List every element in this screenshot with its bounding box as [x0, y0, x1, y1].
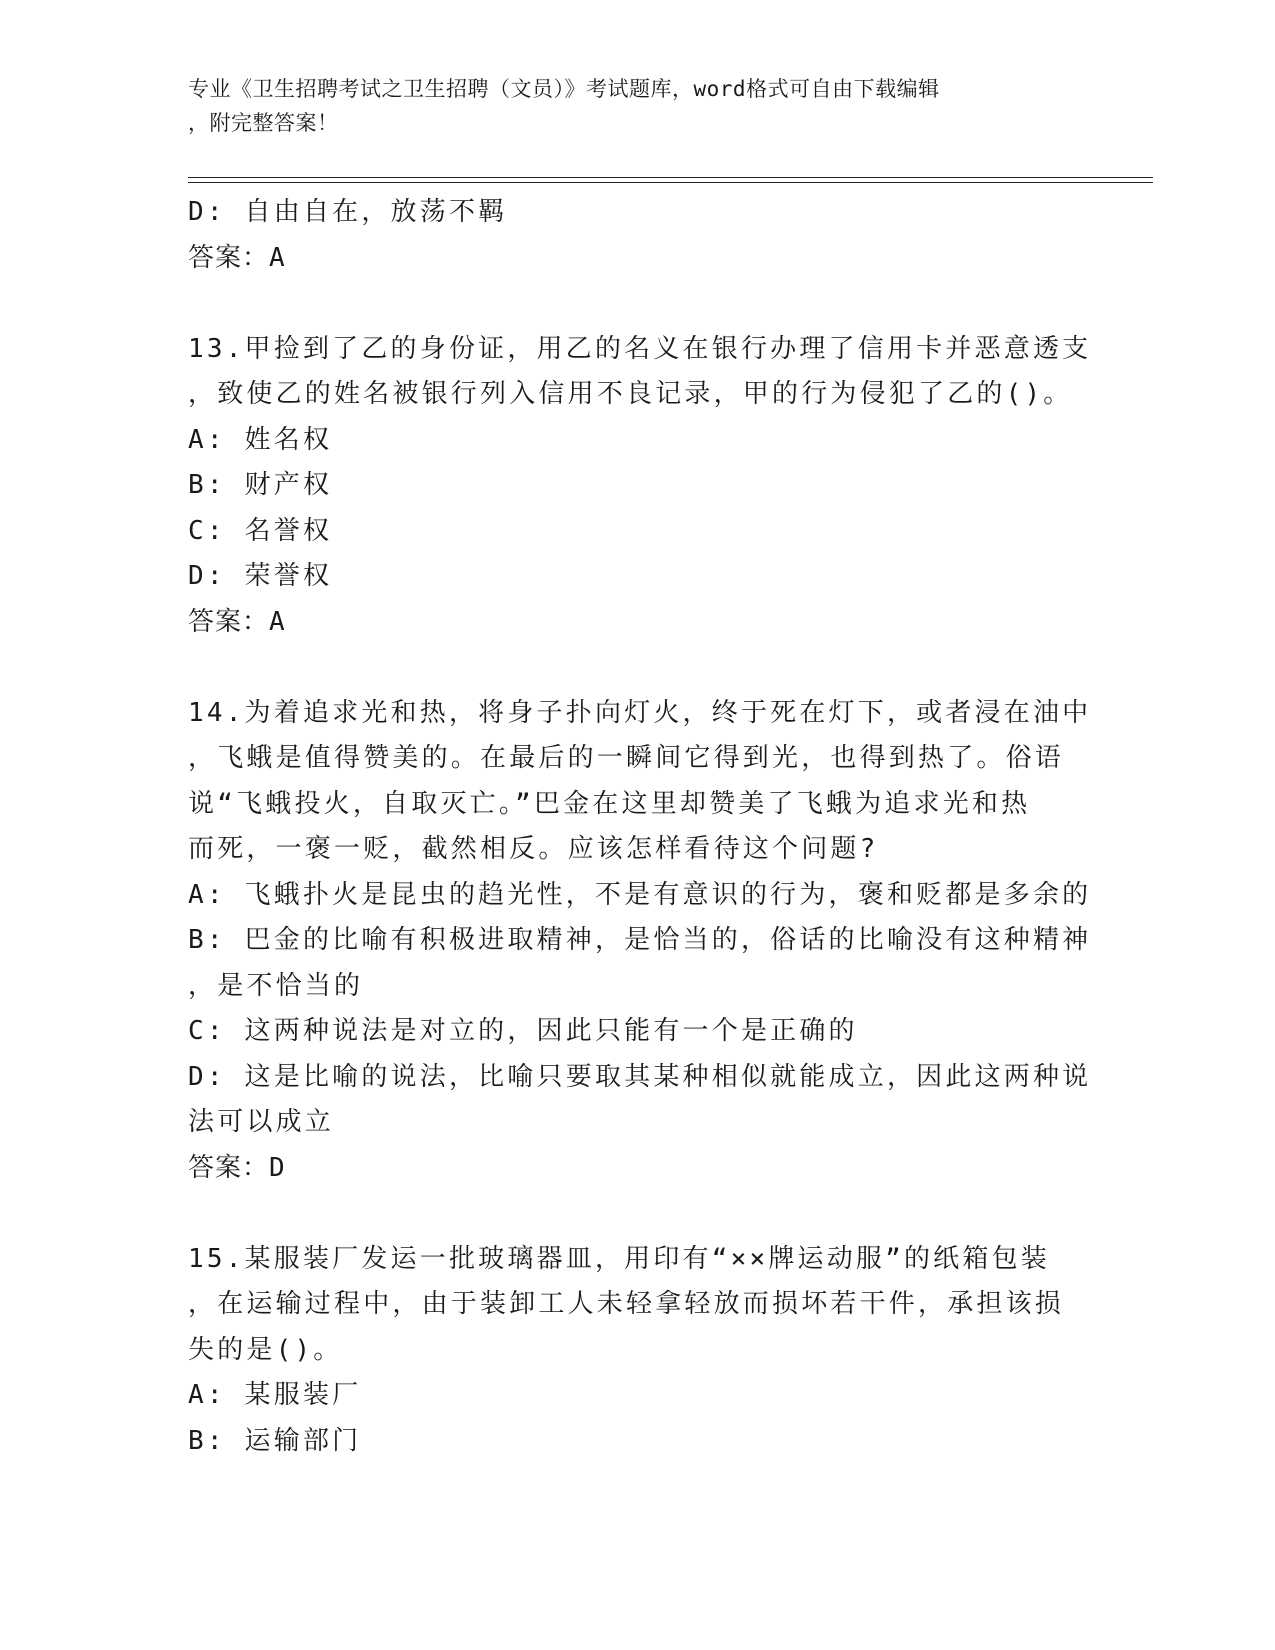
answer-q13: 答案：A — [188, 606, 286, 637]
option-b-continuation: ，是不恰当的 — [188, 970, 364, 1001]
option-a: A: 姓名权 — [188, 424, 333, 455]
option-a: A: 飞蛾扑火是昆虫的趋光性，不是有意识的行为，褒和贬都是多余的 — [188, 879, 1092, 910]
option-d-q12: D: 自由自在，放荡不羁 — [188, 197, 508, 227]
question-13 — [188, 327, 1092, 646]
question-stem-line: 15.某服装厂发运一批玻璃器皿，用印有“××牌运动服”的纸箱包装 — [188, 1243, 1050, 1274]
option-b: B: 财产权 — [188, 470, 333, 500]
question-stem-line: 失的是()。 — [188, 1334, 343, 1365]
question-content — [188, 190, 1092, 1464]
question-stem-line: ，在运输过程中，由于装卸工人未轻拿轻放而损坏若干件，承担该损 — [188, 1289, 1065, 1319]
question-stem-line: ，致使乙的姓名被银行列入信用不良记录，甲的行为侵犯了乙的()。 — [188, 379, 1073, 409]
question-15 — [188, 1237, 1088, 1465]
header-rule-top — [188, 177, 1153, 178]
question-stem-line: 13.甲捡到了乙的身份证，用乙的名义在银行办理了信用卡并恶意透支 — [188, 333, 1092, 364]
option-b: B: 运输部门 — [188, 1425, 362, 1456]
option-c: C: 名誉权 — [188, 515, 333, 546]
header-rule-bottom — [188, 182, 1153, 183]
option-c: C: 这两种说法是对立的，因此只能有一个是正确的 — [188, 1016, 858, 1046]
question-stem-line: 而死，一褒一贬，截然相反。应该怎样看待这个问题? — [188, 834, 879, 864]
header-line-1: 专业《卫生招聘考试之卫生招聘（文员）》考试题库，word格式可自由下载编辑 — [188, 77, 940, 101]
header-line-2: ，附完整答案！ — [188, 111, 339, 135]
spacer — [188, 1191, 1088, 1237]
document-header — [188, 72, 1068, 140]
option-a: A: 某服装厂 — [188, 1380, 362, 1410]
option-b: B: 巴金的比喻有积极进取精神，是恰当的，俗话的比喻没有这种精神 — [188, 925, 1092, 955]
spacer — [188, 281, 1088, 327]
answer-q12: 答案：A — [188, 242, 286, 273]
answer-q14: 答案：D — [188, 1152, 286, 1183]
option-d: D: 荣誉权 — [188, 561, 333, 591]
question-stem-line: 说“飞蛾投火，自取灭亡。”巴金在这里却赞美了飞蛾为追求光和热 — [188, 788, 1031, 819]
question-stem-line: 14.为着追求光和热，将身子扑向灯火，终于死在灯下，或者浸在油中 — [188, 697, 1092, 728]
option-d-continuation: 法可以成立 — [188, 1107, 335, 1137]
question-stem-line: ，飞蛾是值得赞美的。在最后的一瞬间它得到光，也得到热了。俗语 — [188, 743, 1065, 773]
question-14 — [188, 691, 1092, 1192]
option-d: D: 这是比喻的说法，比喻只要取其某种相似就能成立，因此这两种说 — [188, 1061, 1092, 1092]
spacer — [188, 645, 1088, 691]
